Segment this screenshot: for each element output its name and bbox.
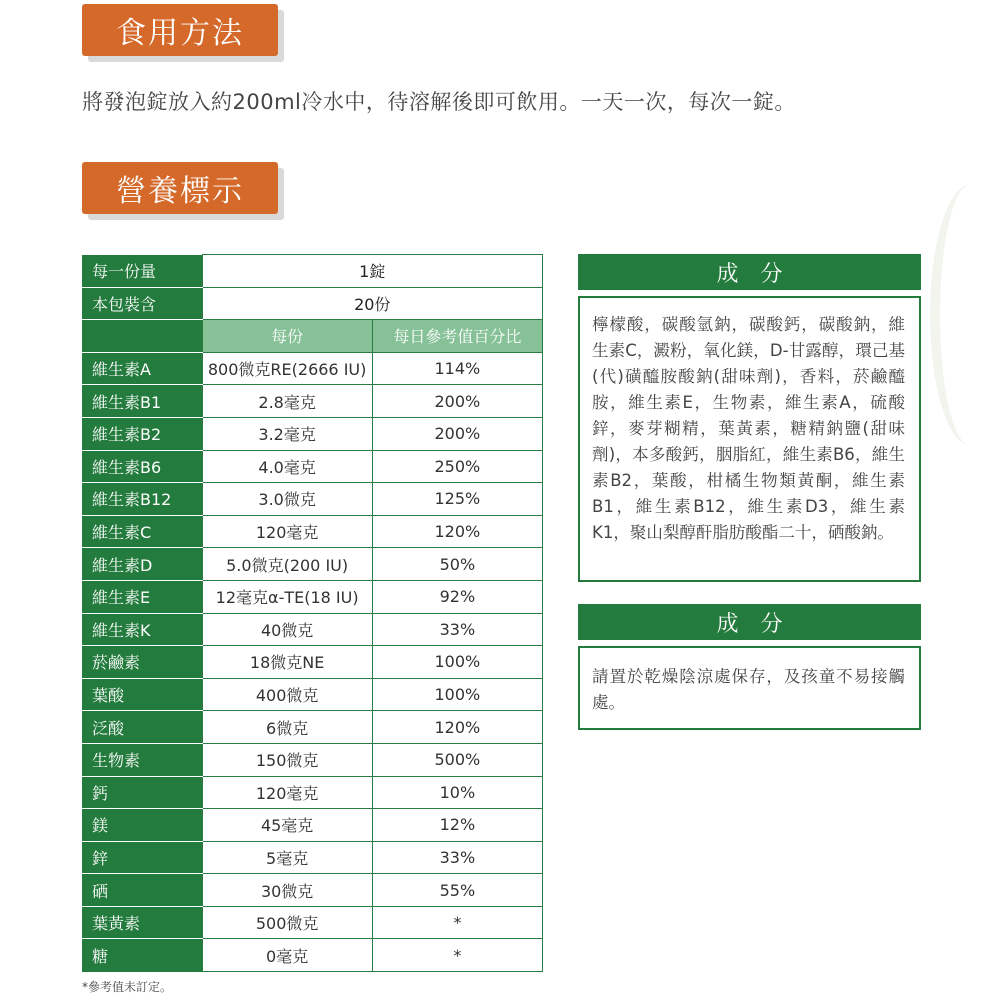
nutrient-amount: 2.8毫克 (202, 385, 372, 418)
storage-text: 請置於乾燥陰涼處保存，及孩童不易接觸處。 (578, 646, 921, 730)
table-row (82, 385, 543, 418)
pack-value: 20份 (202, 287, 543, 320)
table-row (82, 483, 543, 516)
nutrient-amount: 40微克 (202, 613, 372, 646)
nutrient-amount: 3.2毫克 (202, 417, 372, 450)
nutrient-amount: 30微克 (202, 874, 372, 907)
nutrient-amount: 400微克 (202, 678, 372, 711)
serving-label: 每一份量 (82, 255, 202, 288)
decorative-arc (930, 185, 1000, 445)
nutrient-name: 維生素B1 (82, 385, 202, 418)
nutrient-name: 鎂 (82, 809, 202, 842)
serving-row (82, 255, 543, 288)
table-row (82, 678, 543, 711)
nutrient-daily-pct: 92% (372, 580, 542, 613)
nutrient-amount: 5毫克 (202, 841, 372, 874)
nutrient-name: 維生素B12 (82, 483, 202, 516)
table-row (82, 809, 543, 842)
table-row (82, 906, 543, 939)
table-row (82, 352, 543, 385)
nutrient-daily-pct: 200% (372, 385, 542, 418)
table-row (82, 874, 543, 907)
nutrient-amount: 120毫克 (202, 515, 372, 548)
nutrition-title: 營養標示 (82, 162, 278, 214)
nutrient-daily-pct: 10% (372, 776, 542, 809)
nutrient-name: 維生素B2 (82, 417, 202, 450)
table-row (82, 515, 543, 548)
nutrient-name: 維生素A (82, 352, 202, 385)
pack-row (82, 287, 543, 320)
nutrient-daily-pct: 114% (372, 352, 542, 385)
pack-label: 本包裝含 (82, 287, 202, 320)
serving-value: 1錠 (202, 255, 543, 288)
table-row (82, 450, 543, 483)
ingredients-title: 成分 (578, 254, 921, 290)
nutrition-section-tag (82, 162, 282, 218)
nutrient-amount: 4.0毫克 (202, 450, 372, 483)
nutrient-name: 硒 (82, 874, 202, 907)
nutrient-amount: 12毫克α-TE(18 IU) (202, 580, 372, 613)
nutrient-daily-pct: 120% (372, 515, 542, 548)
nutrient-daily-pct: 12% (372, 809, 542, 842)
header-blank (82, 320, 202, 353)
nutrient-name: 生物素 (82, 743, 202, 776)
nutrient-daily-pct: 200% (372, 417, 542, 450)
usage-section-tag (82, 4, 282, 60)
ingredients-text: 檸檬酸，碳酸氫鈉，碳酸鈣，碳酸鈉，維生素C，澱粉，氧化鎂，D-甘露醇，環己基(代)磺醯胺酸鈉(甜味劑)，香料，菸鹼醯胺，維生素E，生物素，維生素A，硫酸鋅，麥芽糊精，葉黃素，糖精鈉鹽(甜味劑)，本多酸鈣，胭脂紅，維生素B6，維生素B2，葉酸，柑橘生物類黃酮，維生素B1，維生素B12，維生素D3，維生素K1，聚山梨醇酐脂肪酸酯二十，硒酸鈉。 (578, 296, 921, 582)
usage-instructions: 將發泡錠放入約200ml冷水中，待溶解後即可飲用。一天一次，每次一錠。 (82, 90, 796, 114)
nutrient-daily-pct: 33% (372, 613, 542, 646)
nutrient-name: 菸鹼素 (82, 646, 202, 679)
nutrient-daily-pct: 33% (372, 841, 542, 874)
table-row (82, 939, 543, 972)
nutrient-daily-pct: 500% (372, 743, 542, 776)
nutrient-amount: 120毫克 (202, 776, 372, 809)
nutrient-name: 鈣 (82, 776, 202, 809)
nutrient-name: 維生素E (82, 580, 202, 613)
nutrient-name: 葉黃素 (82, 906, 202, 939)
col-per-serving: 每份 (202, 320, 372, 353)
nutrient-daily-pct: 100% (372, 646, 542, 679)
nutrient-name: 泛酸 (82, 711, 202, 744)
nutrient-amount: 150微克 (202, 743, 372, 776)
table-row (82, 548, 543, 581)
table-row (82, 776, 543, 809)
nutrient-amount: 800微克RE(2666 IU) (202, 352, 372, 385)
table-row (82, 613, 543, 646)
footnote: *參考值未訂定。 (82, 980, 173, 994)
usage-title: 食用方法 (82, 4, 278, 56)
table-row (82, 580, 543, 613)
storage-title: 成分 (578, 604, 921, 640)
nutrient-amount: 18微克NE (202, 646, 372, 679)
nutrient-name: 維生素D (82, 548, 202, 581)
table-row (82, 646, 543, 679)
table-row (82, 417, 543, 450)
nutrient-name: 鋅 (82, 841, 202, 874)
nutrient-amount: 3.0微克 (202, 483, 372, 516)
nutrient-name: 維生素K (82, 613, 202, 646)
nutrient-name: 糖 (82, 939, 202, 972)
nutrition-table (82, 254, 543, 972)
nutrient-daily-pct: 125% (372, 483, 542, 516)
nutrient-amount: 5.0微克(200 IU) (202, 548, 372, 581)
table-row (82, 841, 543, 874)
nutrient-daily-pct: * (372, 906, 542, 939)
table-row (82, 711, 543, 744)
nutrient-daily-pct: 50% (372, 548, 542, 581)
table-row (82, 743, 543, 776)
nutrient-name: 維生素B6 (82, 450, 202, 483)
nutrient-daily-pct: * (372, 939, 542, 972)
column-header-row (82, 320, 543, 353)
nutrient-name: 葉酸 (82, 678, 202, 711)
nutrient-amount: 45毫克 (202, 809, 372, 842)
col-daily-pct: 每日參考值百分比 (372, 320, 542, 353)
nutrient-daily-pct: 250% (372, 450, 542, 483)
nutrient-amount: 6微克 (202, 711, 372, 744)
nutrient-amount: 0毫克 (202, 939, 372, 972)
nutrient-daily-pct: 100% (372, 678, 542, 711)
nutrient-daily-pct: 120% (372, 711, 542, 744)
nutrient-amount: 500微克 (202, 906, 372, 939)
nutrient-daily-pct: 55% (372, 874, 542, 907)
nutrient-name: 維生素C (82, 515, 202, 548)
